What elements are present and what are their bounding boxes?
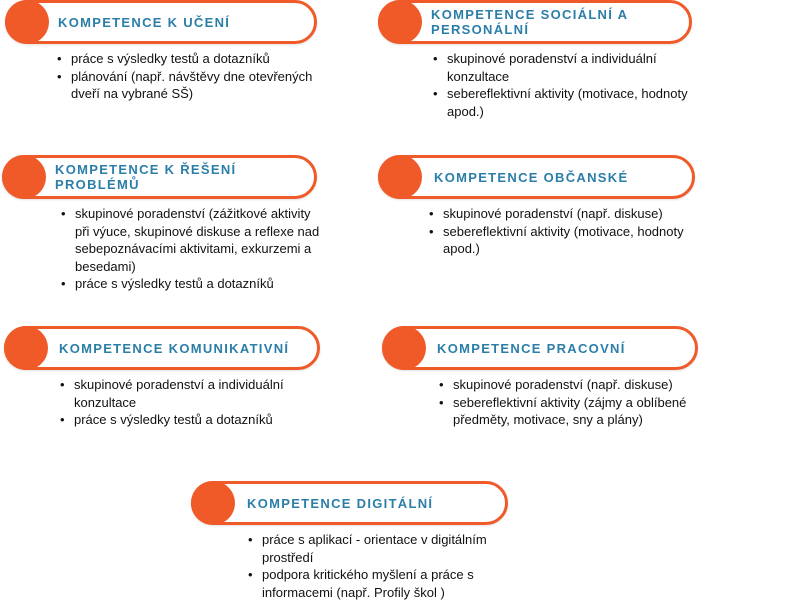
list-item: • podpora kritického myšlení a práce s informacemi (např. Profily škol ) [246, 566, 516, 601]
competence-header [5, 0, 317, 44]
competence-title: KOMPETENCE DIGITÁLNÍ [247, 495, 434, 511]
list-item: • skupinové poradenství (např. diskuse) [427, 205, 697, 223]
competence-block-digital [191, 481, 508, 601]
competence-header [382, 326, 698, 370]
competence-title: KOMPETENCE K ŘEŠENÍ PROBLÉMŮ [55, 162, 237, 192]
orange-circle-marker-icon [2, 155, 46, 199]
list-item: • skupinové poradenství (např. diskuse) [437, 376, 709, 394]
list-item: • skupinové poradenství (zážitkové aktivity při výuce, skupinové diskuse a reflexe nad sebepoznávacími aktivitami, exkurzemi a besedami) [59, 205, 327, 275]
orange-circle-marker-icon [5, 0, 49, 44]
list-item: • práce s aplikací - orientace v digitálním prostředí [246, 531, 516, 566]
list-item: • práce s výsledky testů a dotazníků [55, 50, 325, 68]
competence-list [427, 205, 697, 258]
competence-header [2, 155, 317, 199]
competence-title: KOMPETENCE SOCIÁLNÍ A PERSONÁLNÍ [431, 7, 628, 37]
competence-title: KOMPETENCE K UČENÍ [58, 14, 231, 30]
list-item: • sebereflektivní aktivity (motivace, hodnoty apod.) [427, 223, 697, 258]
competence-list [55, 50, 325, 103]
list-item: • sebereflektivní aktivity (zájmy a oblíbené předměty, motivace, sny a plány) [437, 394, 709, 429]
competence-header [191, 481, 508, 525]
orange-circle-marker-icon [4, 326, 48, 370]
orange-circle-marker-icon [191, 481, 235, 525]
list-item: • sebereflektivní aktivity (motivace, hodnoty apod.) [431, 85, 706, 120]
orange-circle-marker-icon [382, 326, 426, 370]
competence-block-problem-solving [2, 155, 320, 293]
competence-header [378, 155, 695, 199]
list-item: • skupinové poradenství a individuální konzultace [431, 50, 706, 85]
competence-list [246, 531, 516, 601]
list-item: • práce s výsledky testů a dotazníků [58, 411, 328, 429]
competence-block-learning [5, 0, 317, 103]
competence-title: KOMPETENCE PRACOVNÍ [437, 340, 626, 356]
list-item: • práce s výsledky testů a dotazníků [59, 275, 327, 293]
competence-list [58, 376, 328, 429]
list-item: • skupinové poradenství a individuální konzultace [58, 376, 328, 411]
competence-header [378, 0, 692, 44]
competence-title: KOMPETENCE KOMUNIKATIVNÍ [59, 340, 290, 356]
orange-circle-marker-icon [378, 155, 422, 199]
competence-header [4, 326, 320, 370]
competence-block-social [378, 0, 692, 120]
competence-block-communication [4, 326, 320, 429]
competence-list [431, 50, 706, 120]
competence-block-work [382, 326, 698, 429]
orange-circle-marker-icon [378, 0, 422, 44]
competence-list [59, 205, 327, 293]
competence-title: KOMPETENCE OBČANSKÉ [434, 169, 629, 185]
competence-list [437, 376, 709, 429]
competence-block-civic [378, 155, 695, 258]
list-item: • plánování (např. návštěvy dne otevřených dveří na vybrané SŠ) [55, 68, 325, 103]
